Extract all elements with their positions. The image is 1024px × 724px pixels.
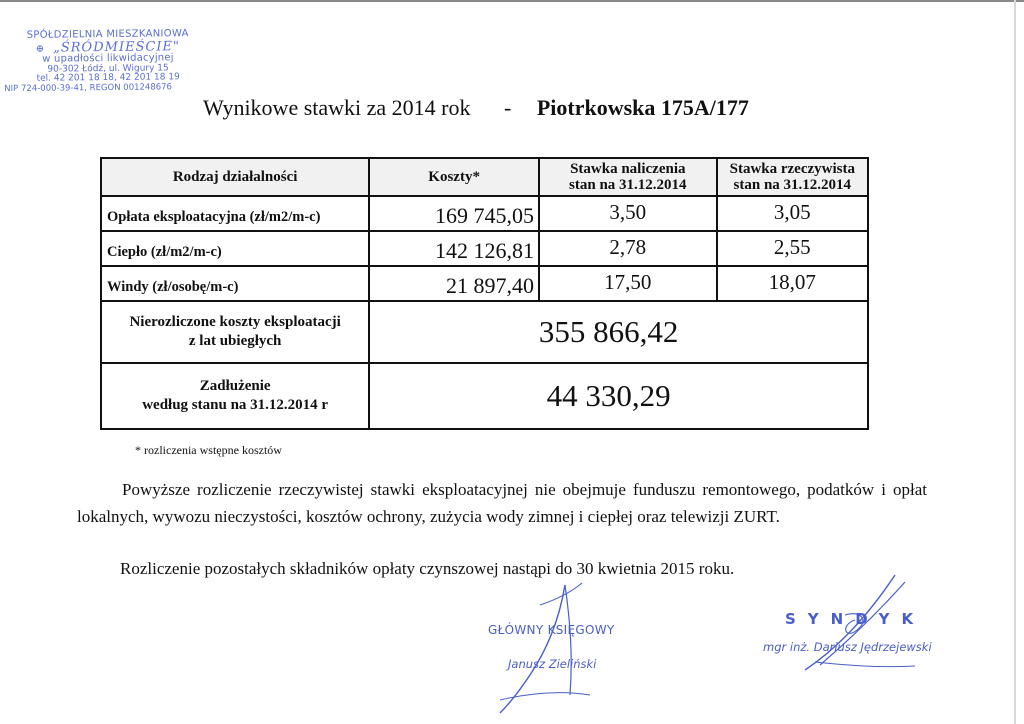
stamp-emblem-icon: ⊕ <box>35 43 46 55</box>
stamp-line-1: SPÓŁDZIELNIA MIESZKANIOWA <box>26 28 189 41</box>
debt-label-line1: Zadłużenie <box>199 378 271 395</box>
trustee-signature <box>745 570 975 700</box>
debt-label <box>101 363 369 429</box>
rates-table <box>100 157 869 430</box>
header-rate-charged-line1: Stawka naliczenia <box>570 160 686 177</box>
stamp-line-3: w upadłości likwidacyjnej <box>42 52 174 65</box>
header-costs: Koszty* <box>369 158 539 196</box>
cell-rate-actual: 18,07 <box>717 266 868 301</box>
title-dash: - <box>504 95 512 120</box>
table-row <box>101 266 868 301</box>
stamp-line-5: tel. 42 201 18 18, 42 201 18 19 <box>36 72 180 84</box>
debt-row <box>101 363 868 429</box>
title-main: Wynikowe stawki za 2014 rok <box>203 95 471 120</box>
stamp-name: „ŚRÓDMIEŚCIE" <box>53 38 181 56</box>
page-right-edge <box>1014 0 1016 724</box>
header-rate-charged <box>539 158 717 196</box>
cell-activity: Opłata eksploatacyjna (zł/m2/m-c) <box>101 196 369 231</box>
trustee-signature-block <box>745 570 975 700</box>
cell-activity: Windy (zł/osobę/m-c) <box>101 266 369 301</box>
cell-costs: 21 897,40 <box>369 266 539 301</box>
cell-activity: Ciepło (zł/m2/m-c) <box>101 231 369 266</box>
debt-label-line2: według stanu na 31.12.2014 r <box>142 397 329 413</box>
unsettled-costs-row <box>101 301 868 363</box>
table-row <box>101 196 868 231</box>
cell-rate-actual: 3,05 <box>717 196 868 231</box>
cell-rate-actual: 2,55 <box>717 231 868 266</box>
paragraph-exclusions: Powyższe rozliczenie rzeczywistej stawki eksploatacyjnej nie obejmuje funduszu remontowego, podatków i opłat lokalnych, wywozu nieczystości, kosztów ochrony, zużycia wody zimnej i ciepłej oraz telewizji ZURT. <box>77 480 927 526</box>
trustee-title: SYNDYK <box>785 610 926 628</box>
unsettled-costs-label <box>101 301 369 363</box>
chief-accountant-signature-block <box>470 575 690 715</box>
page-top-edge <box>0 0 1024 2</box>
header-rate-charged-line2: stan na 31.12.2014 <box>569 177 687 193</box>
cell-rate-charged: 17,50 <box>539 266 717 301</box>
page-title <box>203 95 749 121</box>
paragraph-settlement-date: Rozliczenie pozostałych składników opłaty czynszowej nastąpi do 30 kwietnia 2015 roku. <box>120 559 735 578</box>
stamp-line-6: NIP 724-000-39-41, REGON 001248676 <box>4 81 172 94</box>
chief-accountant-signature <box>470 575 690 715</box>
cell-costs: 169 745,05 <box>369 196 539 231</box>
header-rate-actual-line1: Stawka rzeczywista <box>729 160 855 177</box>
unsettled-costs-value: 355 866,42 <box>369 301 868 363</box>
cell-rate-charged: 3,50 <box>539 196 717 231</box>
table-row <box>101 231 868 266</box>
cooperative-stamp <box>4 28 209 94</box>
unsettled-label-line1: Nierozliczone koszty eksploatacji <box>129 314 341 331</box>
table-header-row <box>101 158 868 196</box>
title-address: Piotrkowska 175A/177 <box>536 95 749 120</box>
chief-accountant-name: Janusz Zieliński <box>508 657 597 671</box>
footnote: * rozliczenia wstępne kosztów <box>135 443 282 457</box>
unsettled-label-line2: z lat ubiegłych <box>188 333 282 349</box>
chief-accountant-title: GŁÓWNY KSIĘGOWY <box>488 623 615 637</box>
header-rate-actual <box>717 158 868 196</box>
debt-value: 44 330,29 <box>369 363 868 429</box>
trustee-name: mgr inż. Dariusz Jędrzejewski <box>763 640 932 654</box>
cell-rate-charged: 2,78 <box>539 231 717 266</box>
header-activity: Rodzaj działalności <box>101 158 369 196</box>
cell-costs: 142 126,81 <box>369 231 539 266</box>
stamp-line-4: 90-302 Łódź, ul. Wigury 15 <box>47 63 169 75</box>
header-rate-actual-line2: stan na 31.12.2014 <box>733 177 852 193</box>
